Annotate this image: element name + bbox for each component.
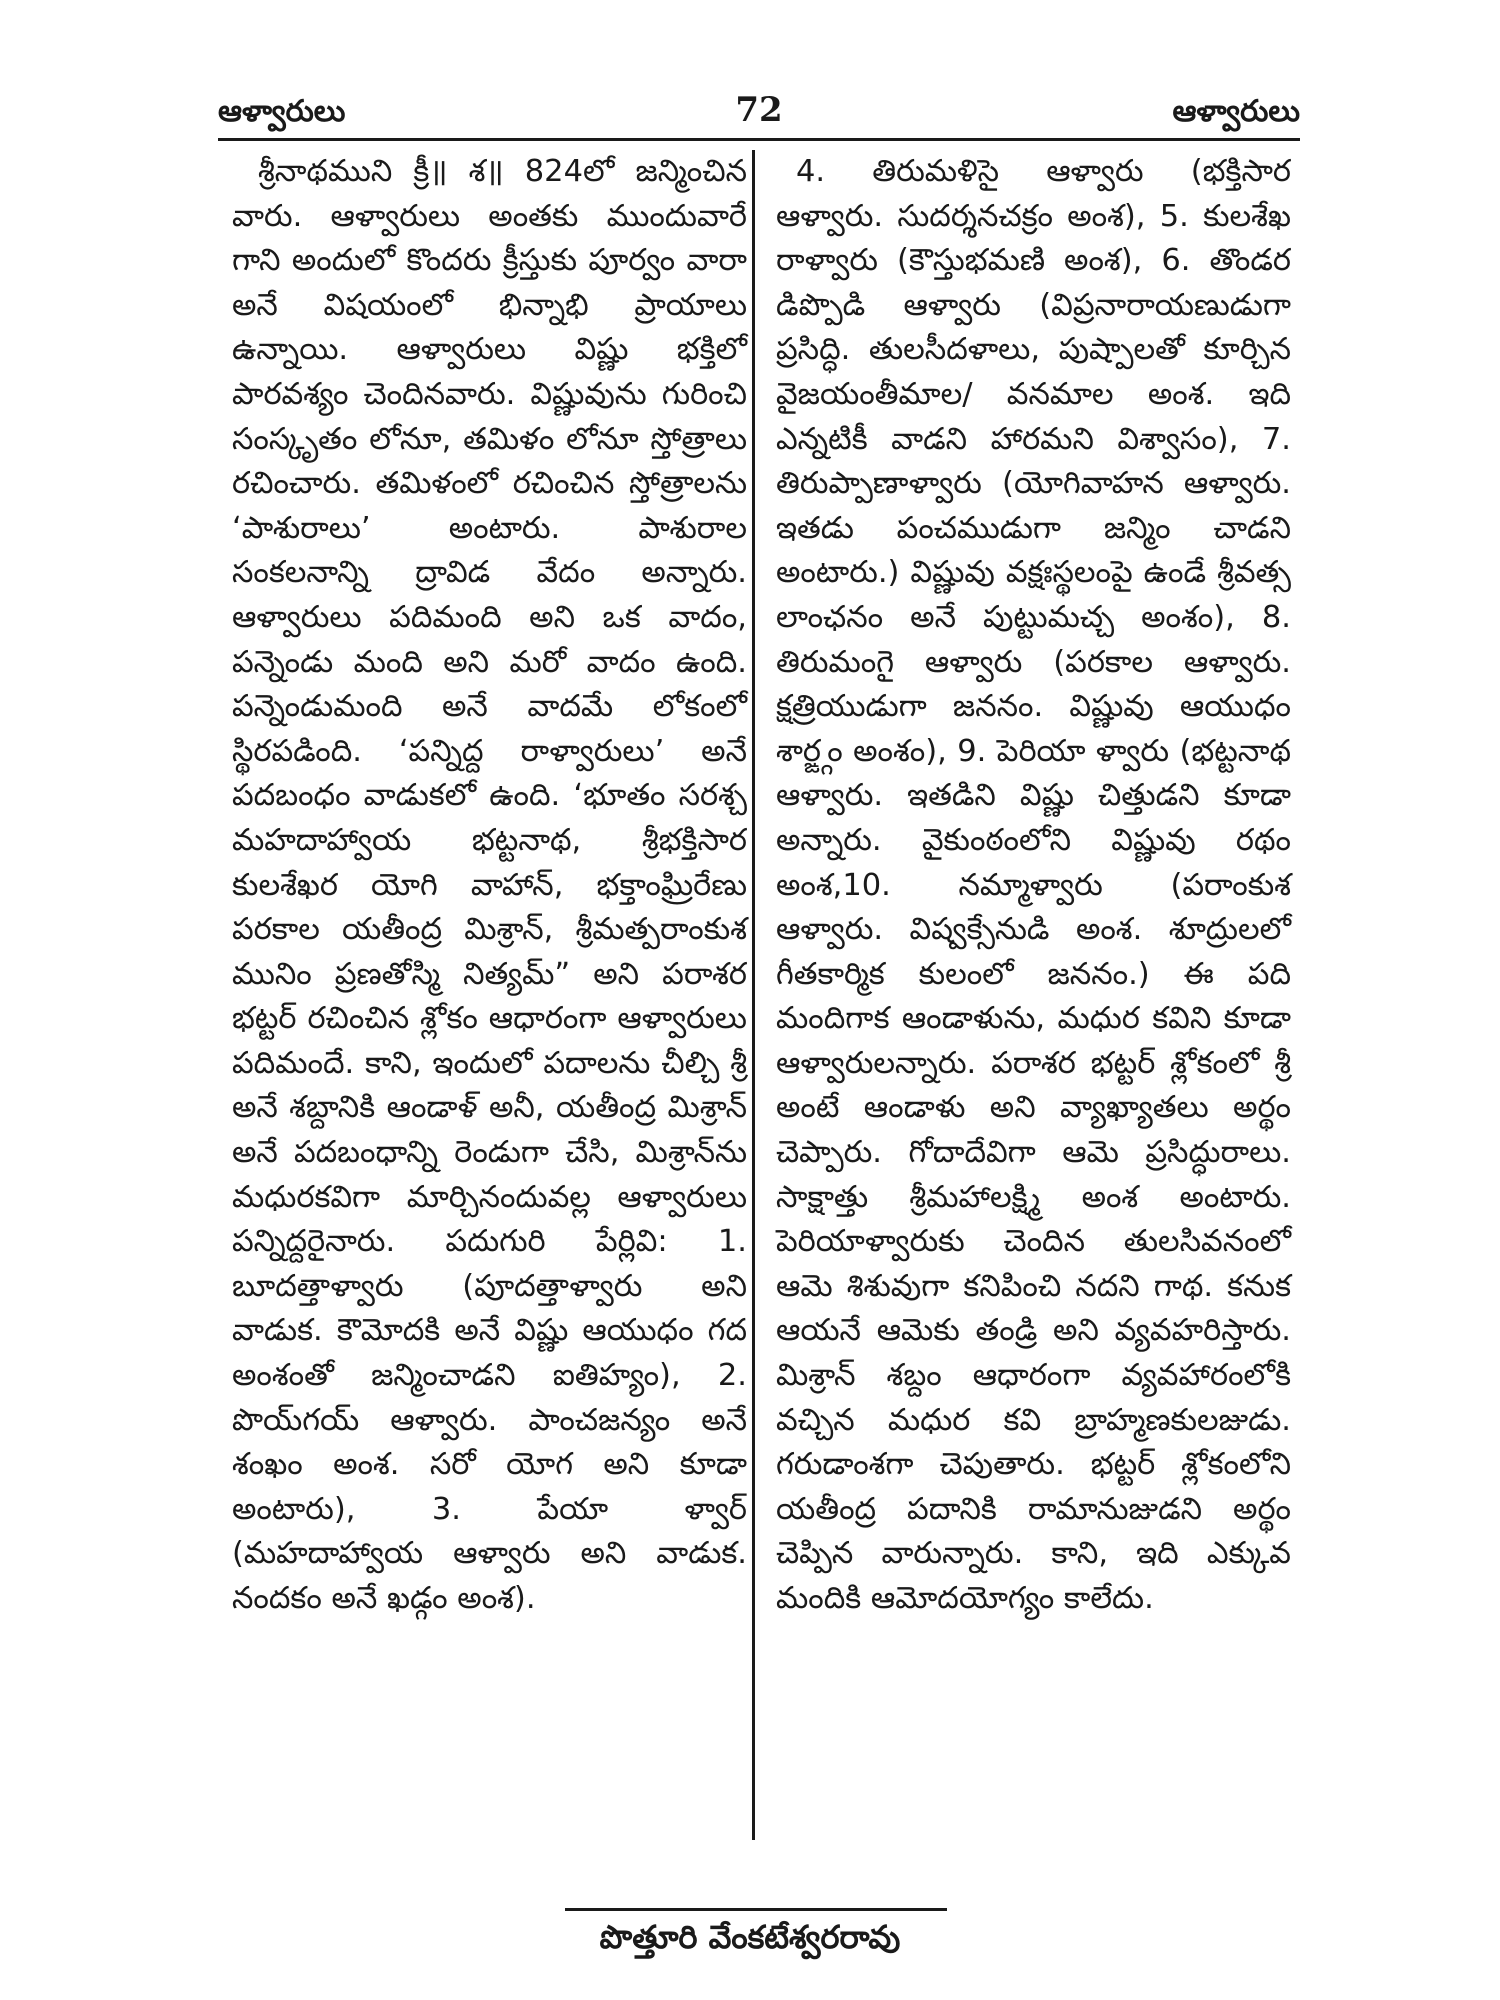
footer-rule xyxy=(565,1908,947,1911)
right-column-text: 4. తిరుమళిసై ఆళ్వారు (భక్తిసార ఆళ్వారు. సుదర్శనచక్రం అంశ), 5. కులశేఖ రాళ్వారు (కౌస్తుభమణి అంశ), 6. తొండర డిప్పొడి ఆళ్వారు (విప్రనారాయణుడుగా ప్రసిద్ధి. తులసీదళాలు, పుష్పాలతో కూర్చిన వైజయంతీమాల/ వనమాల అంశ. ఇది ఎన్నటికీ వాడని హారమని విశ్వాసం), 7. తిరుప్పాణాళ్వారు (యోగివాహన ఆళ్వారు. ఇతడు పంచముడుగా జన్మిం చాడని అంటారు.) విష్ణువు వక్షఃస్థలంపై ఉండే శ్రీవత్స లాంఛనం అనే పుట్టుమచ్చ అంశం), 8. తిరుమంగై ఆళ్వారు (పరకాల ఆళ్వారు. క్షత్రియుడుగా జననం. విష్ణువు ఆయుధం శార్ఙ్గం అంశం), 9. పెరియా ళ్వారు (భట్టనాథ ఆళ్వారు. ఇతడిని విష్ణు చిత్తుడని కూడా అన్నారు. వైకుంఠంలోని విష్ణువు రథం అంశ,10. నమ్మాళ్వారు (పరాంకుశ ఆళ్వారు. విష్వక్సేనుడి అంశ. శూద్రులలో గీతకార్మిక కులంలో జననం.) ఈ పది మందిగాక ఆండాళును, మధుర కవిని కూడా ఆళ్వారులన్నారు. పరాశర భట్టర్ శ్లోకంలో శ్రీ అంటే ఆండాళు అని వ్యాఖ్యాతలు అర్థం చెప్పారు. గోదాదేవిగా ఆమె ప్రసిద్ధురాలు. సాక్షాత్తు శ్రీమహాలక్ష్మి అంశ అంటారు. పెరియాళ్వారుకు చెందిన తులసివనంలో ఆమె శిశువుగా కనిపించి నదని గాథ. కనుక ఆయనే ఆమెకు తండ్రి అని వ్యవహరిస్తారు. మిశ్రాన్ శబ్దం ఆధారంగా వ్యవహారంలోకి వచ్చిన మధుర కవి బ్రాహ్మణకులజుడు. గరుడాంశగా చెపుతారు. భట్టర్ శ్లోకంలోని యతీంద్ర పదానికి రామానుజుడని అర్థం చెప్పిన వారున్నారు. కాని, ఇది ఎక్కువ మందికి ఆమోదయోగ్యం కాలేదు. xyxy=(776,154,1291,1616)
running-title-left: ఆళ్వారులు xyxy=(218,94,346,129)
page-header xyxy=(218,88,1300,144)
footer-author: పొత్తూరి వేంకటేశ్వరరావు xyxy=(599,1918,901,1956)
header-rule xyxy=(218,138,1300,141)
left-column xyxy=(232,150,747,1622)
right-column xyxy=(776,150,1291,1622)
column-divider xyxy=(752,150,755,1840)
left-column-text: శ్రీనాథముని క్రీ॥ శ॥ 824లో జన్మించిన వారు. ఆళ్వారులు అంతకు ముందువారే గాని అందులో కొందరు క్రీస్తుకు పూర్వం వారా అనే విషయంలో భిన్నాభి ప్రాయాలు ఉన్నాయి. ఆళ్వారులు విష్ణు భక్తిలో పారవశ్యం చెందినవారు. విష్ణువును గురించి సంస్కృతం లోనూ, తమిళం లోనూ స్తోత్రాలు రచించారు. తమిళంలో రచించిన స్తోత్రాలను ‘పాశురాలు’ అంటారు. పాశురాల సంకలనాన్ని ద్రావిడ వేదం అన్నారు. ఆళ్వారులు పదిమంది అని ఒక వాదం, పన్నెండు మంది అని మరో వాదం ఉంది. పన్నెండుమంది అనే వాదమే లోకంలో స్థిరపడింది. ‘పన్నిద్ద రాళ్వారులు’ అనే పదబంధం వాడుకలో ఉంది. ‘భూతం సరశ్చ మహదాహ్వాయ భట్టనాథ, శ్రీభక్తిసార కులశేఖర యోగి వాహాన్, భక్తాంఘ్రిరేణు పరకాల యతీంద్ర మిశ్రాన్, శ్రీమత్పరాంకుశ మునిం ప్రణతోస్మి నిత్యమ్” అని పరాశర భట్టర్ రచించిన శ్లోకం ఆధారంగా ఆళ్వారులు పదిమందే. కాని, ఇందులో పదాలను చీల్చి శ్రీ అనే శబ్దానికి ఆండాళ్ అనీ, యతీంద్ర మిశ్రాన్ అనే పదబంధాన్ని రెండుగా చేసి, మిశ్రాన్‌ను మధురకవిగా మార్చినందువల్ల ఆళ్వారులు పన్నిద్దరైనారు. పదుగురి పేర్లివి: 1. బూదత్తాళ్వారు (పూదత్తాళ్వారు అని వాడుక. కౌమోదకి అనే విష్ణు ఆయుధం గద అంశంతో జన్మించాడని ఐతిహ్యం), 2. పొయ్‌గయ్ ఆళ్వారు. పాంచజన్యం అనే శంఖం అంశ. సరో యోగ అని కూడా అంటారు), 3. పేయా ళ్వార్ (మహదాహ్వాయ ఆళ్వారు అని వాడుక. నందకం అనే ఖడ్గం అంశ). xyxy=(232,154,747,1616)
page-number: 72 xyxy=(735,90,783,130)
running-title-right: ఆళ్వారులు xyxy=(1172,94,1300,129)
